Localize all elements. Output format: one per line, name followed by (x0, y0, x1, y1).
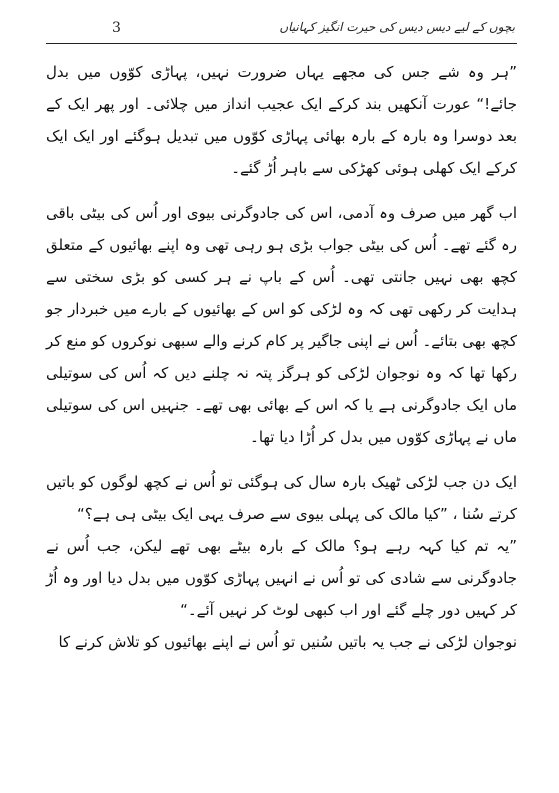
paragraph-spacer (46, 184, 517, 197)
paragraph-2: اب گھر میں صرف وہ آدمی، اس کی جادوگرنی بیوی اور اُس کی بیٹی باقی رہ گئے تھے۔ اُس کی بیٹی جواب بڑی ہو رہی تھی وہ اپنے بھائیوں کے متعلق کچھ بھی نہیں جانتی تھی۔ اُس کے باپ نے ہر کسی کو بڑی سختی سے ہدایت کر رکھی تھی کہ وہ لڑکی کو اس کے بھائیوں کے بارے میں خبردار جو کچھ بھی بتائے۔ اُس نے اپنی جاگیر پر کام کرنے والے سبھی نوکروں کو منع کر رکھا تھا کہ وہ نوجوان لڑکی کو ہرگز پتہ نہ چلنے دیں کہ اُس کی سوتیلی ماں ایک جادوگرنی ہے یا کہ اس کے بھائی بھی تھے۔ جنہیں اس کی سوتیلی ماں نے پہاڑی کوّوں میں بدل کر اُڑا دیا تھا۔ (46, 204, 517, 446)
page-header (44, 18, 515, 46)
header-divider (46, 43, 517, 44)
paragraph-1: ”ہر وہ شے جس کی مجھے یہاں ضرورت نہیں، پہاڑی کوّوں میں بدل جائے!“ عورت آنکھیں بند کرکے ایک عجیب انداز میں چلائی۔ اور پھر ایک کے بعد دوسرا وہ بارہ کے بارہ بھائی پہاڑی کوّوں میں تبدیل ہوگئے اور ایک ایک کرکے ایک کھلی ہوئی کھڑکی سے باہر اُڑ گئے۔ (46, 63, 517, 177)
paragraph-3: ایک دن جب لڑکی ٹھیک بارہ سال کی ہوگئی تو اُس نے کچھ لوگوں کو باتیں کرتے سُنا ، ”کیا مالک کی پہلی بیوی سے صرف یہی ایک بیٹی ہی ہے؟“ (46, 473, 517, 523)
paragraph-spacer (46, 453, 517, 466)
page-number: 3 (112, 20, 121, 36)
paragraph-4: ”یہ تم کیا کہہ رہے ہو؟ مالک کے بارہ بیٹے بھی تھے لیکن، جب اُس نے جادوگرنی سے شادی کی تو اُس نے انہیں پہاڑی کوّوں میں بدل دیا اور وہ اُڑ کر کہیں دور چلے گئے اور اب کبھی لوٹ کر نہیں آئے۔“ (46, 537, 517, 619)
paragraph-5: نوجوان لڑکی نے جب یہ باتیں سُنیں تو اُس نے اپنے بھائیوں کو تلاش کرنے کا (58, 633, 517, 651)
story-text (46, 56, 517, 658)
running-title: بچوں کے لیے دیس دیس کی حیرت انگیز کہانیاں (279, 20, 515, 34)
